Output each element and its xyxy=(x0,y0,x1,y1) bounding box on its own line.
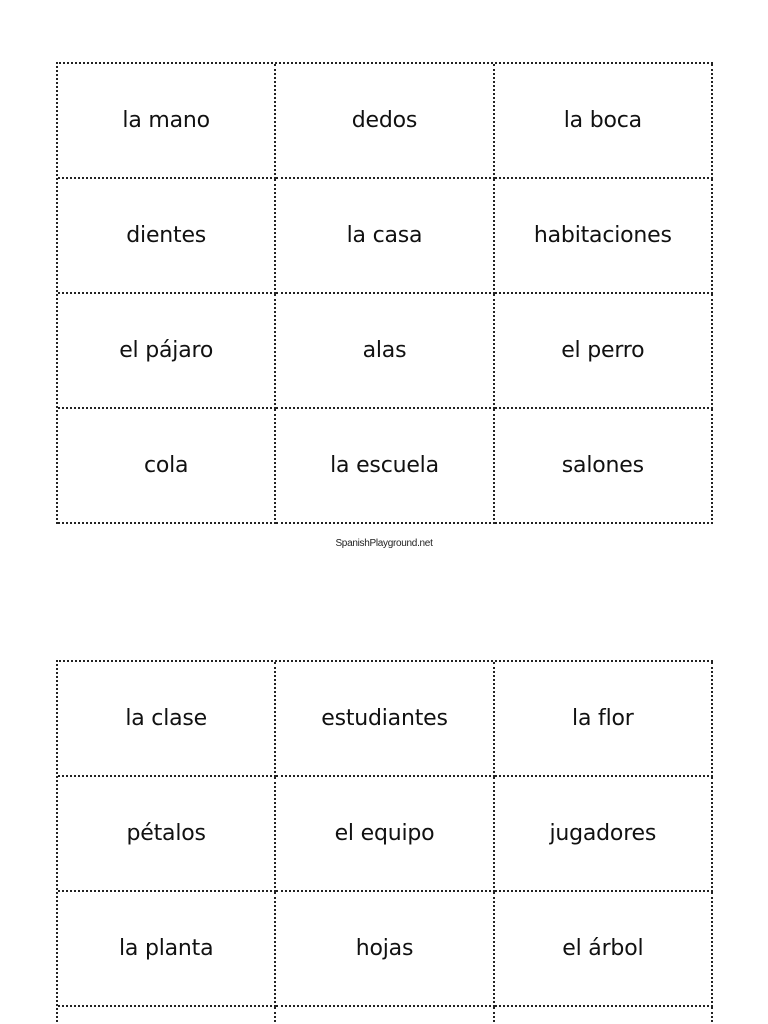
flashcard: habitaciones xyxy=(495,179,713,294)
flashcard: el perro xyxy=(495,294,713,409)
flashcard: la planta xyxy=(58,892,276,1007)
flashcard xyxy=(58,1007,276,1024)
flashcard xyxy=(495,1007,713,1024)
flashcard: cola xyxy=(58,409,276,524)
flashcard-grid-2 xyxy=(56,660,713,1024)
source-credit: SpanishPlayground.net xyxy=(335,538,433,549)
flashcard: pétalos xyxy=(58,777,276,892)
flashcard: hojas xyxy=(276,892,494,1007)
flashcard xyxy=(276,1007,494,1024)
flashcard: el equipo xyxy=(276,777,494,892)
flashcard-grid-1 xyxy=(56,62,713,524)
flashcard: la casa xyxy=(276,179,494,294)
flashcard: salones xyxy=(495,409,713,524)
flashcard: la escuela xyxy=(276,409,494,524)
flashcard: el árbol xyxy=(495,892,713,1007)
flashcard: alas xyxy=(276,294,494,409)
flashcard: estudiantes xyxy=(276,662,494,777)
flashcard: la clase xyxy=(58,662,276,777)
flashcard: dientes xyxy=(58,179,276,294)
flashcard: jugadores xyxy=(495,777,713,892)
flashcard: la mano xyxy=(58,64,276,179)
flashcard: la flor xyxy=(495,662,713,777)
flashcard: el pájaro xyxy=(58,294,276,409)
flashcard: la boca xyxy=(495,64,713,179)
flashcard: dedos xyxy=(276,64,494,179)
